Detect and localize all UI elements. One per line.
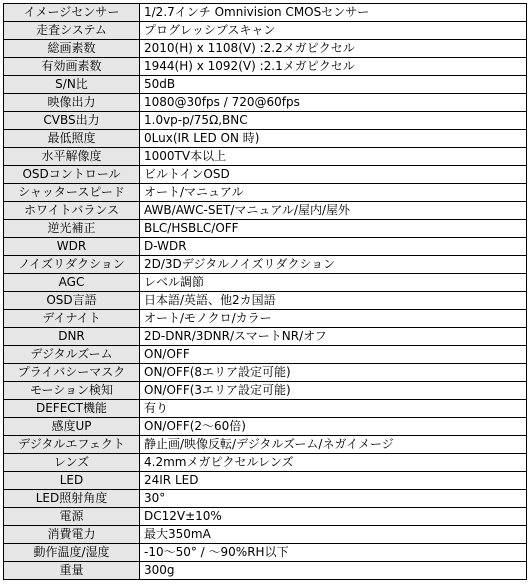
table-row [4, 436, 527, 454]
spec-table-body [4, 4, 527, 580]
spec-value: ON/OFF(3エリア設定可能) [140, 382, 527, 400]
spec-value: 2D-DNR/3DNR/スマートNR/オフ [140, 328, 527, 346]
spec-label: OSD言語 [4, 292, 140, 310]
spec-label: LED照射角度 [4, 490, 140, 508]
spec-value: 50dB [140, 76, 527, 94]
table-row [4, 382, 527, 400]
spec-label: デジタルエフェクト [4, 436, 140, 454]
table-row [4, 76, 527, 94]
spec-value: 1080@30fps / 720@60fps [140, 94, 527, 112]
spec-label: OSDコントロール [4, 166, 140, 184]
spec-value: 1/2.7インチ Omnivision CMOSセンサー [140, 4, 527, 22]
spec-label: DEFECT機能 [4, 400, 140, 418]
table-row [4, 40, 527, 58]
spec-value: 2D/3Dデジタルノイズリダクション [140, 256, 527, 274]
table-row [4, 238, 527, 256]
spec-label: 走査システム [4, 22, 140, 40]
spec-label: プライバシーマスク [4, 364, 140, 382]
spec-value: オート/モノクロ/カラー [140, 310, 527, 328]
table-row [4, 562, 527, 580]
spec-label: 電源 [4, 508, 140, 526]
spec-value: オート/マニュアル [140, 184, 527, 202]
spec-value: DC12V±10% [140, 508, 527, 526]
spec-label: ノイズリダクション [4, 256, 140, 274]
table-row [4, 94, 527, 112]
spec-label: WDR [4, 238, 140, 256]
table-row [4, 508, 527, 526]
spec-label: LED [4, 472, 140, 490]
spec-label: 最低照度 [4, 130, 140, 148]
spec-label: 水平解像度 [4, 148, 140, 166]
spec-value: ON/OFF(8エリア設定可能) [140, 364, 527, 382]
table-row [4, 454, 527, 472]
table-row [4, 346, 527, 364]
spec-label: モーション検知 [4, 382, 140, 400]
spec-label: S/N比 [4, 76, 140, 94]
table-row [4, 256, 527, 274]
spec-label: 映像出力 [4, 94, 140, 112]
table-row [4, 112, 527, 130]
spec-value: ON/OFF(2〜60倍) [140, 418, 527, 436]
spec-label: レンズ [4, 454, 140, 472]
spec-value: 2010(H) x 1108(V) :2.2メガピクセル [140, 40, 527, 58]
table-row [4, 292, 527, 310]
spec-value: BLC/HSBLC/OFF [140, 220, 527, 238]
spec-value: 静止画/映像反転/デジタルズーム/ネガイメージ [140, 436, 527, 454]
spec-value: ビルトインOSD [140, 166, 527, 184]
spec-value: 0Lux(IR LED ON 時) [140, 130, 527, 148]
table-row [4, 202, 527, 220]
spec-value: ON/OFF [140, 346, 527, 364]
spec-value: D-WDR [140, 238, 527, 256]
spec-label: 総画素数 [4, 40, 140, 58]
table-row [4, 58, 527, 76]
spec-table [3, 3, 527, 580]
spec-value: プログレッシブスキャン [140, 22, 527, 40]
spec-label: 感度UP [4, 418, 140, 436]
spec-value: 日本語/英語、他2カ国語 [140, 292, 527, 310]
table-row [4, 4, 527, 22]
spec-label: 消費電力 [4, 526, 140, 544]
spec-value: 300g [140, 562, 527, 580]
table-row [4, 166, 527, 184]
table-row [4, 148, 527, 166]
spec-value: 30° [140, 490, 527, 508]
spec-value: 4.2mmメガピクセルレンズ [140, 454, 527, 472]
spec-label: 逆光補正 [4, 220, 140, 238]
table-row [4, 130, 527, 148]
table-row [4, 364, 527, 382]
spec-value: レベル調節 [140, 274, 527, 292]
table-row [4, 472, 527, 490]
spec-label: 有効画素数 [4, 58, 140, 76]
spec-value: 24IR LED [140, 472, 527, 490]
spec-label: 重量 [4, 562, 140, 580]
table-row [4, 310, 527, 328]
spec-value: 1.0vp-p/75Ω,BNC [140, 112, 527, 130]
spec-label: デジタルズーム [4, 346, 140, 364]
table-row [4, 22, 527, 40]
table-row [4, 220, 527, 238]
table-row [4, 184, 527, 202]
spec-label: シャッタースピード [4, 184, 140, 202]
table-row [4, 418, 527, 436]
spec-label: DNR [4, 328, 140, 346]
spec-label: イメージセンサー [4, 4, 140, 22]
spec-label: デイナイト [4, 310, 140, 328]
spec-label: CVBS出力 [4, 112, 140, 130]
table-row [4, 274, 527, 292]
spec-label: ホワイトバランス [4, 202, 140, 220]
spec-value: 有り [140, 400, 527, 418]
spec-value: AWB/AWC-SET/マニュアル/屋内/屋外 [140, 202, 527, 220]
spec-value: 1000TV本以上 [140, 148, 527, 166]
spec-value: 1944(H) x 1092(V) :2.1メガピクセル [140, 58, 527, 76]
table-row [4, 526, 527, 544]
table-row [4, 544, 527, 562]
spec-value: -10〜50° / 〜90%RH以下 [140, 544, 527, 562]
table-row [4, 328, 527, 346]
table-row [4, 400, 527, 418]
table-row [4, 490, 527, 508]
spec-value: 最大350mA [140, 526, 527, 544]
spec-label: 動作温度/湿度 [4, 544, 140, 562]
spec-label: AGC [4, 274, 140, 292]
